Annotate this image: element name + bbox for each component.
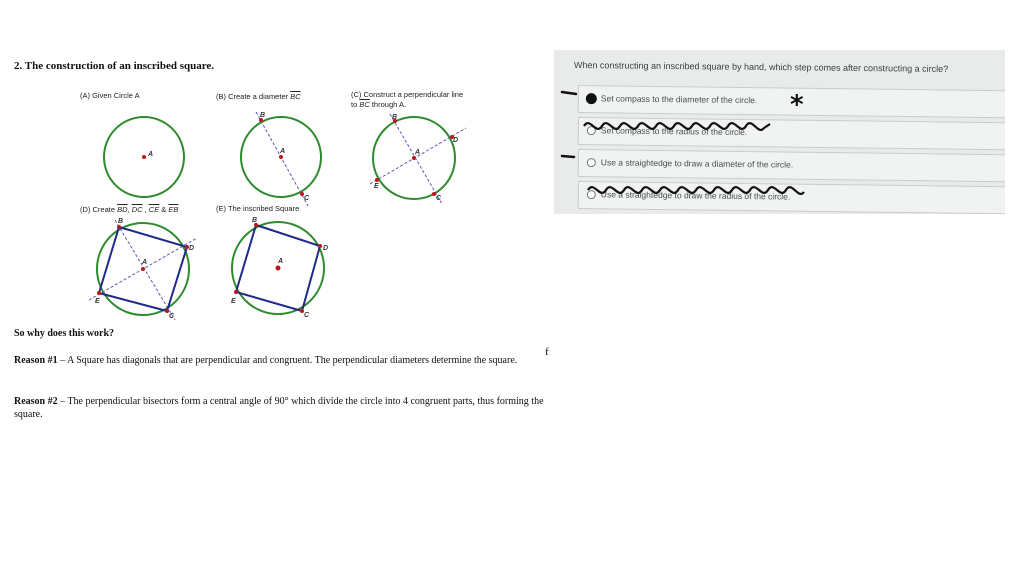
quiz-question: When constructing an inscribed square by hand, which step comes after constructing a circle? [573,60,949,74]
point-c: C [169,313,175,320]
handwritten-annotations [554,50,1005,214]
scribble-strike-icon [588,187,804,194]
figure-b-diagram [230,108,340,208]
option-2-text: Set compass to the radius of the circle. [600,125,748,138]
point-e: E [374,183,379,190]
document-title: 2. The construction of an inscribed square. [14,60,215,72]
scribble-strike-icon [584,123,770,130]
sep: , [142,205,149,214]
figure-d-diagram [85,212,205,322]
figure-a-label: (A) Given Circle A [80,91,140,100]
center-point [142,155,146,159]
sep: , [127,205,132,214]
point-d: D [189,245,195,252]
segment-dc: $\overline{DC}$ [131,205,143,214]
point-b: B [118,218,124,225]
point-e: E [95,298,100,305]
figure-c-label-to: to [351,100,360,109]
point-d: D [453,137,459,144]
reason-2-text: – The perpendicular bisectors form a central angle of 90° which divide the circle into 4 congruent parts, thus forming the square. [14,396,544,420]
figure-c-label-through: through A. [369,100,407,109]
segment-ce: $\overline{CE}$ [148,205,160,214]
figure-d-label-text: (D) Create [80,205,118,214]
point-b: B [392,114,398,121]
option-4-text: Use a straightedge to draw the radius of the circle. [600,189,791,202]
why-heading: So why does this work? [14,328,115,339]
point-label: A [148,151,154,158]
reason-2 [14,395,544,421]
segment-bc: $\overline{BC}$ [359,100,370,109]
segment-bd: $\overline{BD}$ [117,205,128,214]
reason-1-label: Reason #1 [14,355,58,366]
reason-1-text: – A Square has diagonals that are perpendicular and congruent. The perpendicular diameters determine the square. [57,355,518,366]
star-mark-icon: * [790,90,804,120]
figure-a-diagram [95,108,195,208]
point-e: E [231,298,236,305]
point-d: D [323,245,329,252]
sep: & [159,205,169,214]
point-a: A [142,259,148,266]
option-1-text: Set compass to the diameter of the circle. [600,93,758,106]
reason-2-label: Reason #2 [14,396,58,407]
figure-c-label-line1: (C) Construct a perpendicular line [351,90,464,99]
point-c: C [304,312,310,319]
segment-bc: $\overline{BC}$ [290,92,301,101]
point-c: C [304,195,310,202]
point-b: B [252,217,258,224]
point-a: A [278,258,284,265]
point-b: B [260,112,266,119]
stray-mark: f [545,346,549,358]
figure-e-label: (E) The inscribed Square [216,204,300,213]
figure-b-label [216,92,301,101]
figure-c-diagram [362,112,472,212]
point-a: A [280,148,286,155]
figure-b-label-text: (B) Create a diameter [216,92,291,101]
dash-mark-icon [562,92,576,94]
figure-c-label [351,90,463,110]
point-c: C [436,195,442,202]
figure-e-diagram [222,212,342,322]
reason-1 [14,354,544,367]
point-a: A [415,149,421,156]
option-3-text: Use a straightedge to draw a diameter of the circle. [600,157,794,170]
segment-eb: $\overline{EB}$ [168,205,179,214]
dash-mark-icon [562,156,574,157]
quiz-photo [554,50,1005,214]
